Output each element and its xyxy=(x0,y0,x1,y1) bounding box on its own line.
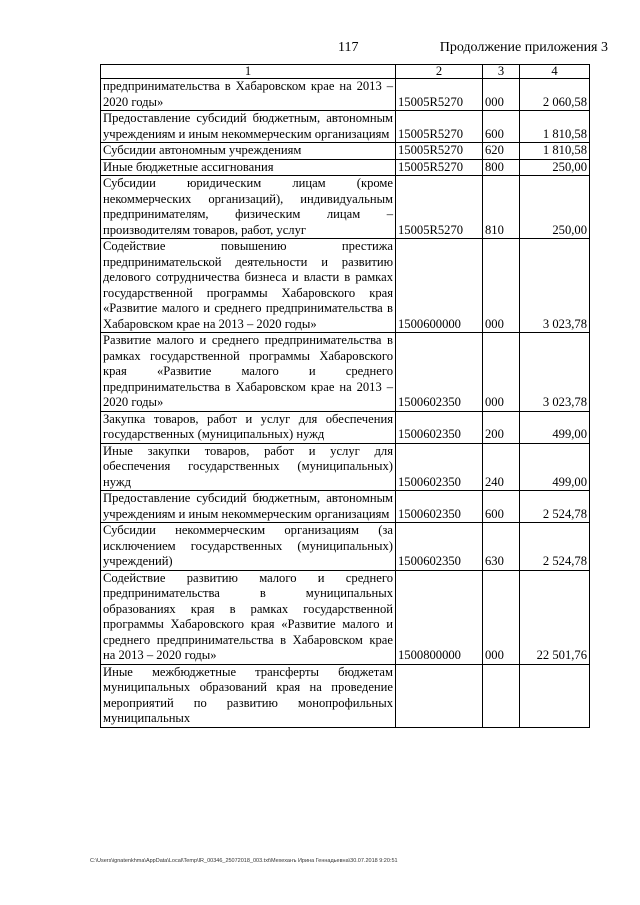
table-row xyxy=(101,159,590,176)
target-article-code: 1500602350 xyxy=(396,443,483,491)
amount: 22 501,76 xyxy=(520,570,590,664)
row-description: предпринимательства в Хабаровском крае на 2013 – 2020 годы» xyxy=(101,79,396,111)
table-header-row xyxy=(101,65,590,79)
row-description: Закупка товаров, работ и услуг для обеспечения государственных (муниципальных) нужд xyxy=(101,411,396,443)
row-description: Иные бюджетные ассигнования xyxy=(101,159,396,176)
column-header: 4 xyxy=(520,65,590,79)
table-row xyxy=(101,111,590,143)
column-header: 2 xyxy=(396,65,483,79)
table-row xyxy=(101,239,590,333)
expense-type-code: 000 xyxy=(483,239,520,333)
target-article-code: 1500800000 xyxy=(396,570,483,664)
amount: 250,00 xyxy=(520,176,590,239)
table-row xyxy=(101,570,590,664)
expense-type-code: 600 xyxy=(483,491,520,523)
target-article-code: 15005R5270 xyxy=(396,159,483,176)
target-article-code: 1500602350 xyxy=(396,523,483,571)
table-row xyxy=(101,491,590,523)
row-description: Развитие малого и среднего предпринимательства в рамках государственной программы Хабаровского края «Развитие малого и среднего предпринимательства в Хабаровском крае на 2013 – 2020 годы» xyxy=(101,333,396,412)
table-row xyxy=(101,664,590,727)
row-description: Иные закупки товаров, работ и услуг для обеспечения государственных (муниципальных) нужд xyxy=(101,443,396,491)
expense-type-code: 000 xyxy=(483,570,520,664)
expense-type-code: 810 xyxy=(483,176,520,239)
amount: 2 524,78 xyxy=(520,491,590,523)
table-row xyxy=(101,523,590,571)
expense-type-code xyxy=(483,664,520,727)
amount: 499,00 xyxy=(520,443,590,491)
table-row xyxy=(101,176,590,239)
appendix-continuation-note: Продолжение приложения 3 xyxy=(439,40,608,55)
expense-type-code: 600 xyxy=(483,111,520,143)
expense-type-code: 000 xyxy=(483,79,520,111)
amount: 3 023,78 xyxy=(520,333,590,412)
amount: 3 023,78 xyxy=(520,239,590,333)
row-description: Субсидии некоммерческим организациям (за исключением государственных (муниципальных) учреждений) xyxy=(101,523,396,571)
target-article-code: 15005R5270 xyxy=(396,79,483,111)
amount: 250,00 xyxy=(520,159,590,176)
target-article-code: 1500600000 xyxy=(396,239,483,333)
expense-type-code: 800 xyxy=(483,159,520,176)
page-number: 117 xyxy=(338,40,359,55)
expense-type-code: 240 xyxy=(483,443,520,491)
table-row xyxy=(101,333,590,412)
row-description: Предоставление субсидий бюджетным, автономным учреждениям и иным некоммерческим организациям xyxy=(101,111,396,143)
budget-table xyxy=(100,64,590,728)
amount: 1 810,58 xyxy=(520,111,590,143)
table-row xyxy=(101,411,590,443)
target-article-code: 1500602350 xyxy=(396,333,483,412)
column-header: 3 xyxy=(483,65,520,79)
amount: 1 810,58 xyxy=(520,143,590,160)
table-row xyxy=(101,143,590,160)
target-article-code: 1500602350 xyxy=(396,411,483,443)
expense-type-code: 000 xyxy=(483,333,520,412)
expense-type-code: 620 xyxy=(483,143,520,160)
row-description: Содействие развитию малого и среднего предпринимательства в муниципальных образованиях края в рамках государственной программы Хабаровского края «Развитие малого и среднего предпринимательства в Хабаровском крае на 2013 – 2020 годы» xyxy=(101,570,396,664)
row-description: Субсидии автономным учреждениям xyxy=(101,143,396,160)
expense-type-code: 630 xyxy=(483,523,520,571)
document-file-path: C:\Users\ignatenkhma\AppData\Local\Temp\IR_00346_25072018_003.txt\Мехеханъ Ирина Геннадьевна\30.07.2018 9:20:51 xyxy=(90,858,398,864)
target-article-code: 15005R5270 xyxy=(396,176,483,239)
target-article-code xyxy=(396,664,483,727)
amount: 499,00 xyxy=(520,411,590,443)
target-article-code: 15005R5270 xyxy=(396,111,483,143)
row-description: Иные межбюджетные трансферты бюджетам муниципальных образований края на проведение мероприятий по развитию монопрофильных муниципальных xyxy=(101,664,396,727)
target-article-code: 1500602350 xyxy=(396,491,483,523)
table-row xyxy=(101,443,590,491)
target-article-code: 15005R5270 xyxy=(396,143,483,160)
table-row xyxy=(101,79,590,111)
amount xyxy=(520,664,590,727)
row-description: Предоставление субсидий бюджетным, автономным учреждениям и иным некоммерческим организациям xyxy=(101,491,396,523)
amount: 2 524,78 xyxy=(520,523,590,571)
row-description: Субсидии юридическим лицам (кроме некоммерческих организаций), индивидуальным предпринимателям, физическим лицам – производителям товаров, работ, услуг xyxy=(101,176,396,239)
expense-type-code: 200 xyxy=(483,411,520,443)
row-description: Содействие повышению престижа предпринимательской деятельности и развитию делового сотрудничества бизнеса и власти в рамках государственной программы Хабаровского края «Развитие малого и среднего предпринимательства в Хабаровском крае на 2013 – 2020 годы» xyxy=(101,239,396,333)
column-header: 1 xyxy=(101,65,396,79)
amount: 2 060,58 xyxy=(520,79,590,111)
